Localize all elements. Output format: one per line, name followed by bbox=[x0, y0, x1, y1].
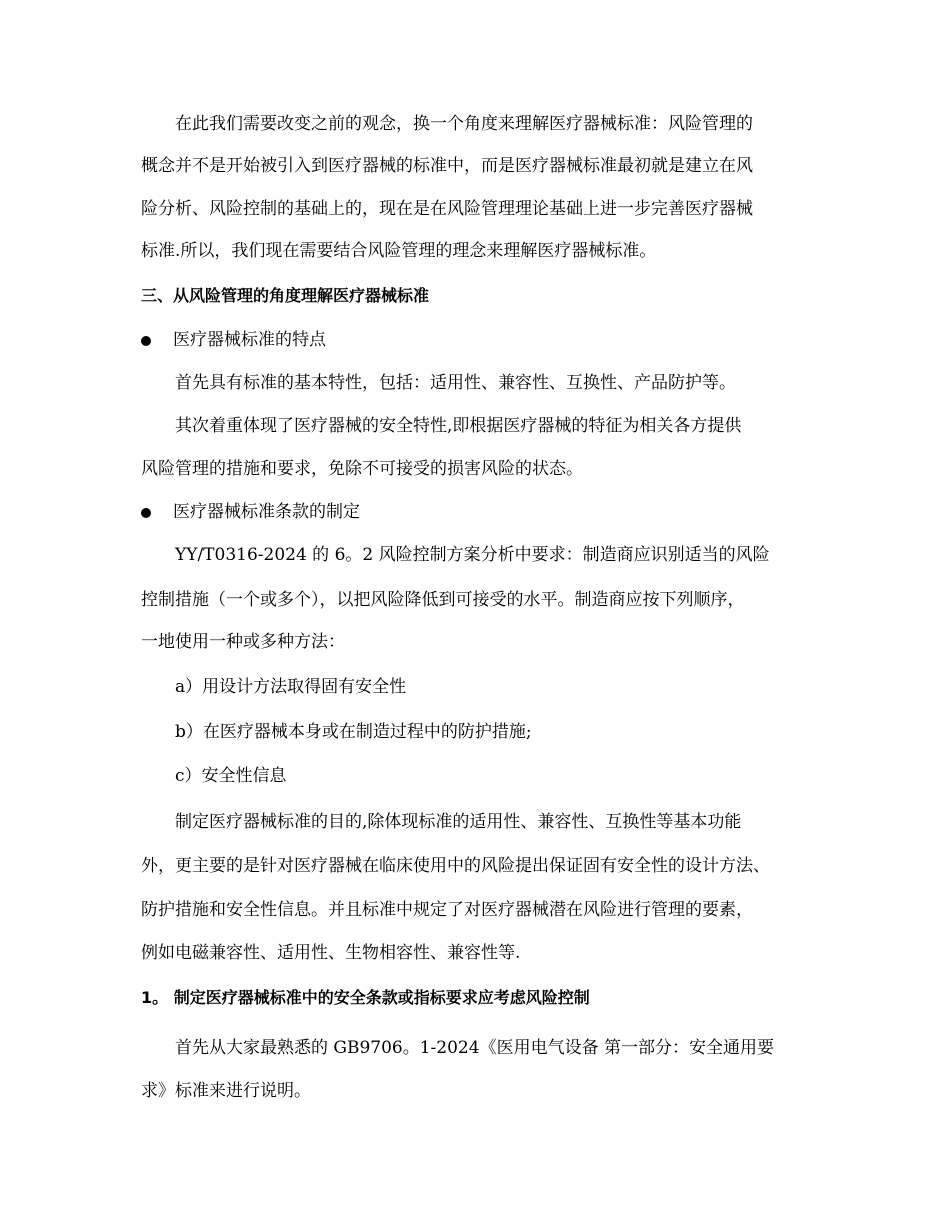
paragraph-line: 例如电磁兼容性、适用性、生物相容性、兼容性等. bbox=[141, 943, 521, 963]
paragraph-line: YY/T0316-2024 的 6。2 风险控制方案分析中要求：制造商应识别适当的风险 bbox=[175, 545, 770, 565]
bullet-text: 医疗器械标准条款的制定 bbox=[173, 502, 360, 522]
paragraph-line: 风险管理的措施和要求，免除不可接受的损害风险的状态。 bbox=[141, 459, 583, 479]
paragraph-line: 险分析、风险控制的基础上的，现在是在风险管理理论基础上进一步完善医疗器械 bbox=[141, 199, 753, 219]
subsection-heading: 1。 制定医疗器械标准中的安全条款或指标要求应考虑风险控制 bbox=[141, 988, 590, 1007]
paragraph-line: 防护措施和安全性信息。并且标准中规定了对医疗器械潜在风险进行管理的要素， bbox=[141, 900, 753, 920]
paragraph-line: 控制措施（一个或多个），以把风险降低到可接受的水平。制造商应按下列顺序， bbox=[141, 590, 745, 610]
bullet-dot-icon bbox=[141, 336, 151, 346]
paragraph-line: 概念并不是开始被引入到医疗器械的标准中，而是医疗器械标准最初就是建立在风 bbox=[141, 156, 753, 176]
paragraph-line: 一地使用一种或多种方法： bbox=[141, 632, 345, 652]
bullet-text: 医疗器械标准的特点 bbox=[173, 330, 326, 350]
section-heading: 三、从风险管理的角度理解医疗器械标准 bbox=[141, 286, 430, 305]
list-item-a: a）用设计方法取得固有安全性 bbox=[175, 677, 407, 697]
paragraph-line: 首先从大家最熟悉的 GB9706。1-2024《医用电气设备 第一部分：安全通用要 bbox=[175, 1038, 774, 1058]
paragraph-line: 标准.所以，我们现在需要结合风险管理的理念来理解医疗器械标准。 bbox=[141, 241, 657, 261]
paragraph-line: 其次着重体现了医疗器械的安全特性,即根据医疗器械的特征为相关各方提供 bbox=[175, 416, 742, 436]
paragraph-line: 外，更主要的是针对医疗器械在临床使用中的风险提出保证固有安全性的设计方法、 bbox=[141, 856, 770, 876]
paragraph-line: 首先具有标准的基本特性，包括：适用性、兼容性、互换性、产品防护等。 bbox=[175, 373, 736, 393]
paragraph-line: 制定医疗器械标准的目的,除体现标准的适用性、兼容性、互换性等基本功能 bbox=[175, 812, 742, 832]
list-item-c: c）安全性信息 bbox=[175, 766, 287, 786]
paragraph-line: 在此我们需要改变之前的观念，换一个角度来理解医疗器械标准：风险管理的 bbox=[175, 114, 753, 134]
bullet-dot-icon bbox=[141, 508, 151, 518]
list-item-b: b）在医疗器械本身或在制造过程中的防护措施; bbox=[175, 722, 532, 742]
paragraph-line: 求》标准来进行说明。 bbox=[141, 1081, 311, 1101]
